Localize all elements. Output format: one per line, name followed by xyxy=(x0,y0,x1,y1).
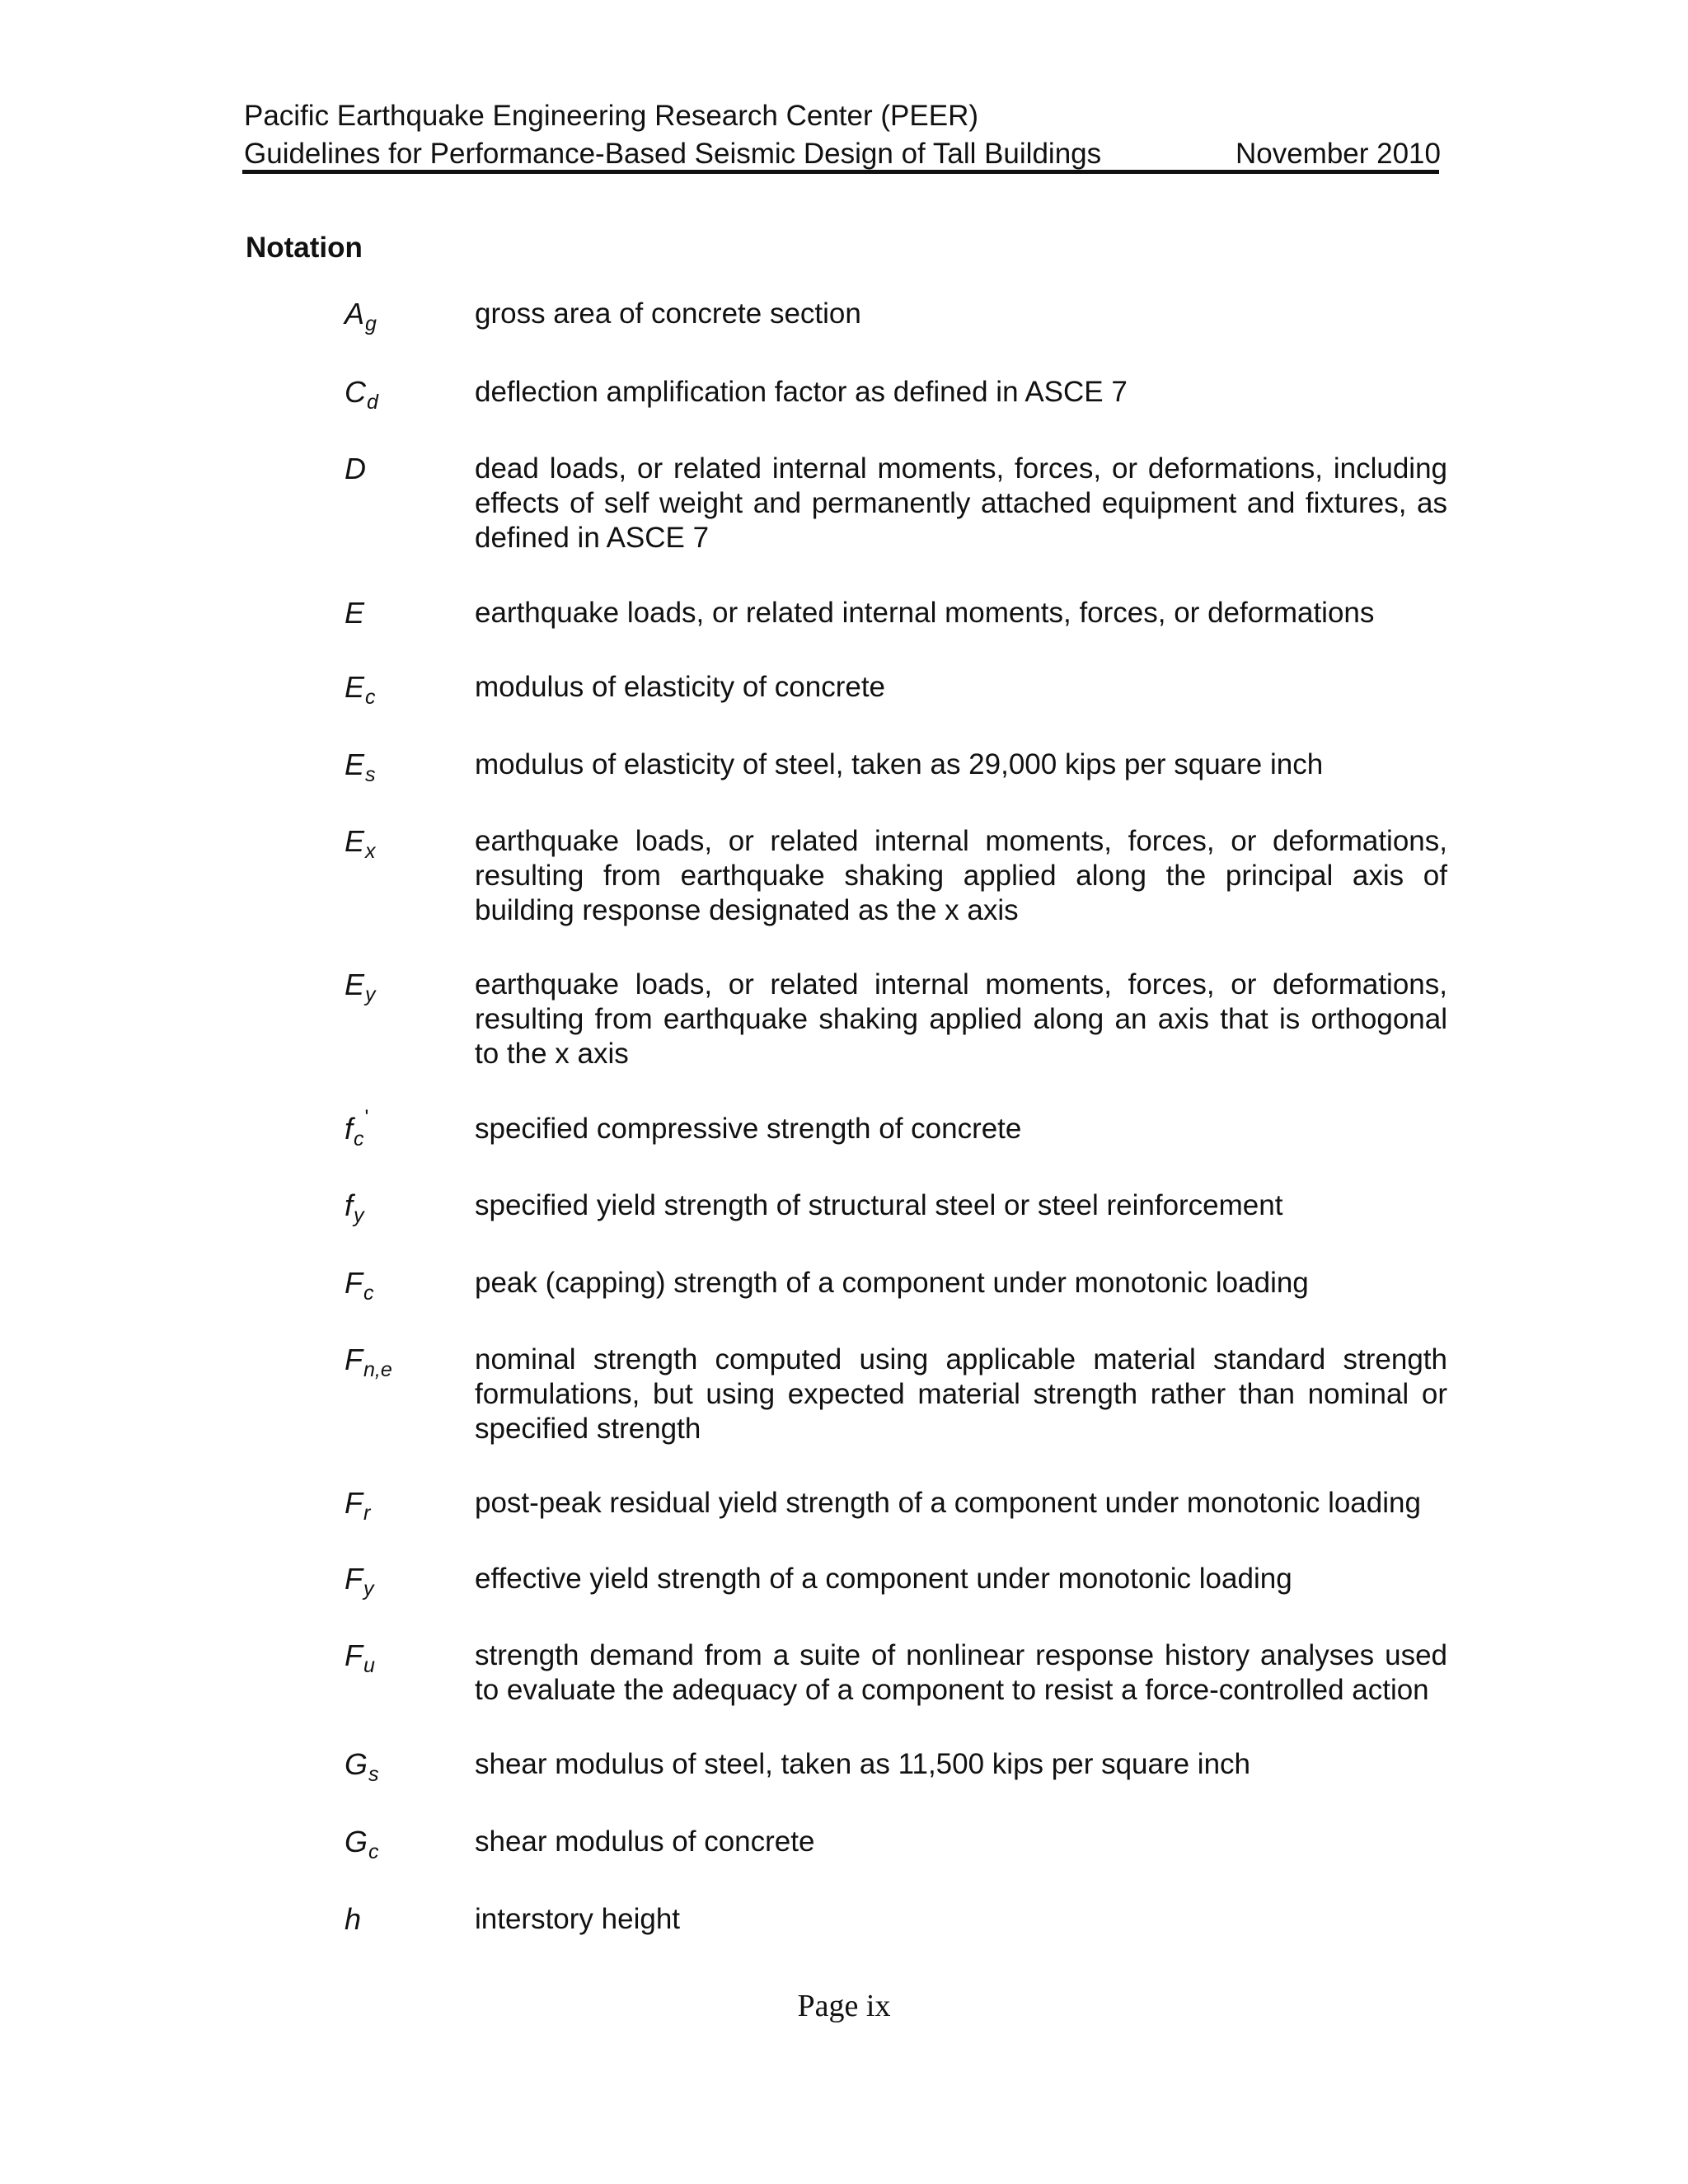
notation-entry xyxy=(345,596,1447,630)
notation-definition: earthquake loads, or related internal moments, forces, or deformations xyxy=(475,597,1375,629)
notation-definition: gross area of concrete section xyxy=(475,298,861,330)
symbol-superscript: ' xyxy=(364,1106,369,1129)
symbol-base: E xyxy=(345,670,365,704)
symbol-base: h xyxy=(345,1902,362,1936)
symbol-subscript: d xyxy=(367,391,378,414)
notation-definition: interstory height xyxy=(475,1903,681,1935)
symbol-subscript: y xyxy=(365,983,376,1006)
notation-entry xyxy=(345,1106,1447,1151)
header-organization: Pacific Earthquake Engineering Research Center (PEER) xyxy=(244,100,978,132)
notation-symbol xyxy=(345,596,475,630)
notation-entry xyxy=(345,1266,1447,1304)
notation-entry xyxy=(345,1902,1447,1937)
symbol-subscript: g xyxy=(365,312,377,335)
notation-entry xyxy=(345,297,1447,335)
notation-symbol xyxy=(345,968,475,1005)
symbol-base: F xyxy=(345,1343,363,1376)
notation-symbol xyxy=(345,1486,475,1524)
header-rule xyxy=(242,170,1439,174)
notation-entry xyxy=(345,1343,1447,1446)
notation-definition: peak (capping) strength of a component under monotonic loading xyxy=(475,1267,1309,1299)
notation-symbol xyxy=(345,748,475,785)
notation-symbol xyxy=(345,452,475,486)
notation-symbol xyxy=(345,824,475,862)
notation-symbol xyxy=(345,1188,475,1226)
notation-definition: modulus of elasticity of concrete xyxy=(475,671,886,703)
symbol-base: F xyxy=(345,1562,363,1596)
header-document-title: Guidelines for Performance-Based Seismic Design of Tall Buildings xyxy=(244,138,1102,170)
notation-entry xyxy=(345,670,1447,708)
notation-entry xyxy=(345,375,1447,413)
notation-definition: dead loads, or related internal moments, forces, or deformations, including effects of self weight and permanently attached equipment and fixtures, as defined in ASCE 7 xyxy=(475,452,1447,554)
notation-symbol xyxy=(345,1638,475,1676)
notation-entry xyxy=(345,824,1447,928)
notation-entry xyxy=(345,1562,1447,1600)
notation-definition: post-peak residual yield strength of a component under monotonic loading xyxy=(475,1487,1421,1519)
symbol-subscript: s xyxy=(365,763,376,786)
symbol-base: E xyxy=(345,596,365,630)
notation-list xyxy=(345,297,1447,1937)
symbol-subscript: c xyxy=(368,1840,379,1863)
section-title: Notation xyxy=(246,232,363,264)
symbol-subscript: n,e xyxy=(363,1358,392,1381)
notation-entry xyxy=(345,1825,1447,1863)
notation-symbol xyxy=(345,1106,475,1151)
notation-definition: modulus of elasticity of steel, taken as 29,000 kips per square inch xyxy=(475,748,1324,780)
notation-definition: earthquake loads, or related internal moments, forces, or deformations, resulting from earthquake shaking applied along an axis that is orthogonal to the x axis xyxy=(475,968,1447,1070)
symbol-base: D xyxy=(345,452,366,485)
symbol-subscript: u xyxy=(363,1654,375,1677)
symbol-subscript: y xyxy=(363,1577,374,1601)
symbol-base: A xyxy=(345,297,365,330)
notation-definition: deflection amplification factor as defined in ASCE 7 xyxy=(475,376,1128,408)
notation-entry xyxy=(345,1188,1447,1226)
symbol-subscript: x xyxy=(365,840,376,863)
notation-entry xyxy=(345,968,1447,1071)
page-number: Page ix xyxy=(797,1989,891,2023)
notation-symbol xyxy=(345,1343,475,1380)
header-line-1 xyxy=(244,97,1441,135)
notation-definition: specified compressive strength of concrete xyxy=(475,1113,1022,1145)
symbol-subscript: c xyxy=(354,1127,364,1151)
notation-definition: strength demand from a suite of nonlinear response history analyses used to evaluate the adequacy of a component to resist a force-controlled action xyxy=(475,1639,1447,1706)
symbol-base: f xyxy=(345,1188,354,1222)
symbol-base: F xyxy=(345,1266,363,1300)
notation-definition: earthquake loads, or related internal moments, forces, or deformations, resulting from earthquake shaking applied along the principal axis of building response designated as the x axis xyxy=(475,825,1447,926)
notation-symbol xyxy=(345,1902,475,1937)
notation-entry xyxy=(345,452,1447,555)
symbol-base: E xyxy=(345,748,365,781)
symbol-base: C xyxy=(345,375,366,409)
symbol-base: E xyxy=(345,824,365,858)
notation-symbol xyxy=(345,670,475,708)
running-header xyxy=(244,97,1441,173)
notation-symbol xyxy=(345,1747,475,1785)
symbol-subscript: y xyxy=(354,1204,364,1227)
notation-entry xyxy=(345,748,1447,785)
notation-definition: nominal strength computed using applicable material standard strength formulations, but using expected material strength rather than nominal or specified strength xyxy=(475,1343,1447,1445)
symbol-base: F xyxy=(345,1638,363,1672)
symbol-subscript: s xyxy=(368,1763,379,1786)
symbol-base: G xyxy=(345,1747,368,1781)
notation-entry xyxy=(345,1638,1447,1708)
notation-entry xyxy=(345,1486,1447,1524)
notation-symbol xyxy=(345,297,475,335)
notation-definition: effective yield strength of a component under monotonic loading xyxy=(475,1563,1292,1595)
notation-definition: specified yield strength of structural steel or steel reinforcement xyxy=(475,1189,1283,1221)
symbol-base: f xyxy=(345,1112,354,1146)
notation-symbol xyxy=(345,1562,475,1600)
symbol-base: F xyxy=(345,1486,363,1520)
notation-symbol xyxy=(345,1825,475,1863)
symbol-subscript: c xyxy=(365,686,376,709)
symbol-subscript: r xyxy=(363,1502,371,1525)
symbol-subscript: c xyxy=(363,1282,374,1305)
notation-symbol xyxy=(345,375,475,413)
header-line-2 xyxy=(244,135,1441,173)
symbol-base: G xyxy=(345,1825,368,1858)
notation-entry xyxy=(345,1747,1447,1785)
header-date: November 2010 xyxy=(1235,138,1441,170)
symbol-base: E xyxy=(345,968,365,1001)
notation-definition: shear modulus of steel, taken as 11,500 kips per square inch xyxy=(475,1748,1251,1780)
notation-definition: shear modulus of concrete xyxy=(475,1825,815,1858)
notation-symbol xyxy=(345,1266,475,1304)
